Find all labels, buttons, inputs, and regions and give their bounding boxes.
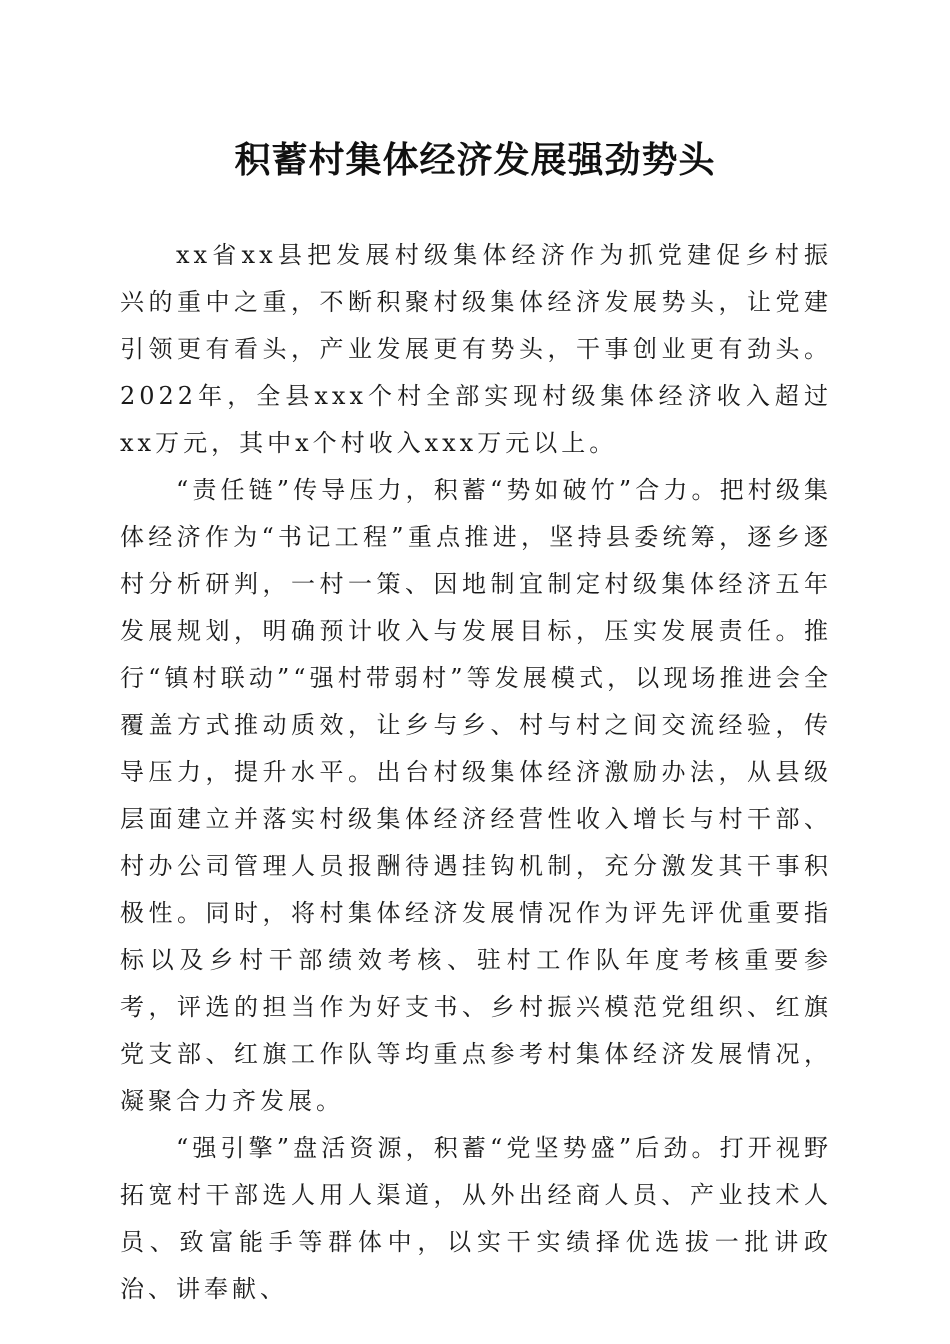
- paragraph-responsibility-chain: “责任链”传导压力，积蓄“势如破竹”合力。把村级集体经济作为“书记工程”重点推进，坚持县委统筹，逐乡逐村分析研判，一村一策、因地制宜制定村级集体经济五年发展规划，明确预计收入与发展目标，压实发展责任。推行“镇村联动”“强村带弱村”等发展模式，以现场推进会全覆盖方式推动质效，让乡与乡、村与村之间交流经验，传导压力，提升水平。出台村级集体经济激励办法，从县级层面建立并落实村级集体经济经营性收入增长与村干部、村办公司管理人员报酬待遇挂钩机制，充分激发其干事积极性。同时，将村集体经济发展情况作为评先评优重要指标以及乡村干部绩效考核、驻村工作队年度考核重要参考，评选的担当作为好支书、乡村振兴模范党组织、红旗党支部、红旗工作队等均重点参考村集体经济发展情况，凝聚合力齐发展。: [120, 476, 832, 1115]
- paragraph-intro: xx省xx县把发展村级集体经济作为抓党建促乡村振兴的重中之重，不断积聚村级集体经济发展势头，让党建引领更有看头，产业发展更有势头，干事创业更有劲头。2022年，全县xxx个村全部实现村级集体经济收入超过xx万元，其中x个村收入xxx万元以上。: [120, 241, 832, 457]
- document-title: 积蓄村集体经济发展强劲势头: [234, 139, 716, 181]
- paragraph-strong-engine: “强引擎”盘活资源，积蓄“党坚势盛”后劲。打开视野拓宽村干部选人用人渠道，从外出经商人员、产业技术人员、致富能手等群体中，以实干实绩择优选拔一批讲政治、讲奉献、: [120, 1134, 832, 1303]
- document-body: [120, 232, 832, 1313]
